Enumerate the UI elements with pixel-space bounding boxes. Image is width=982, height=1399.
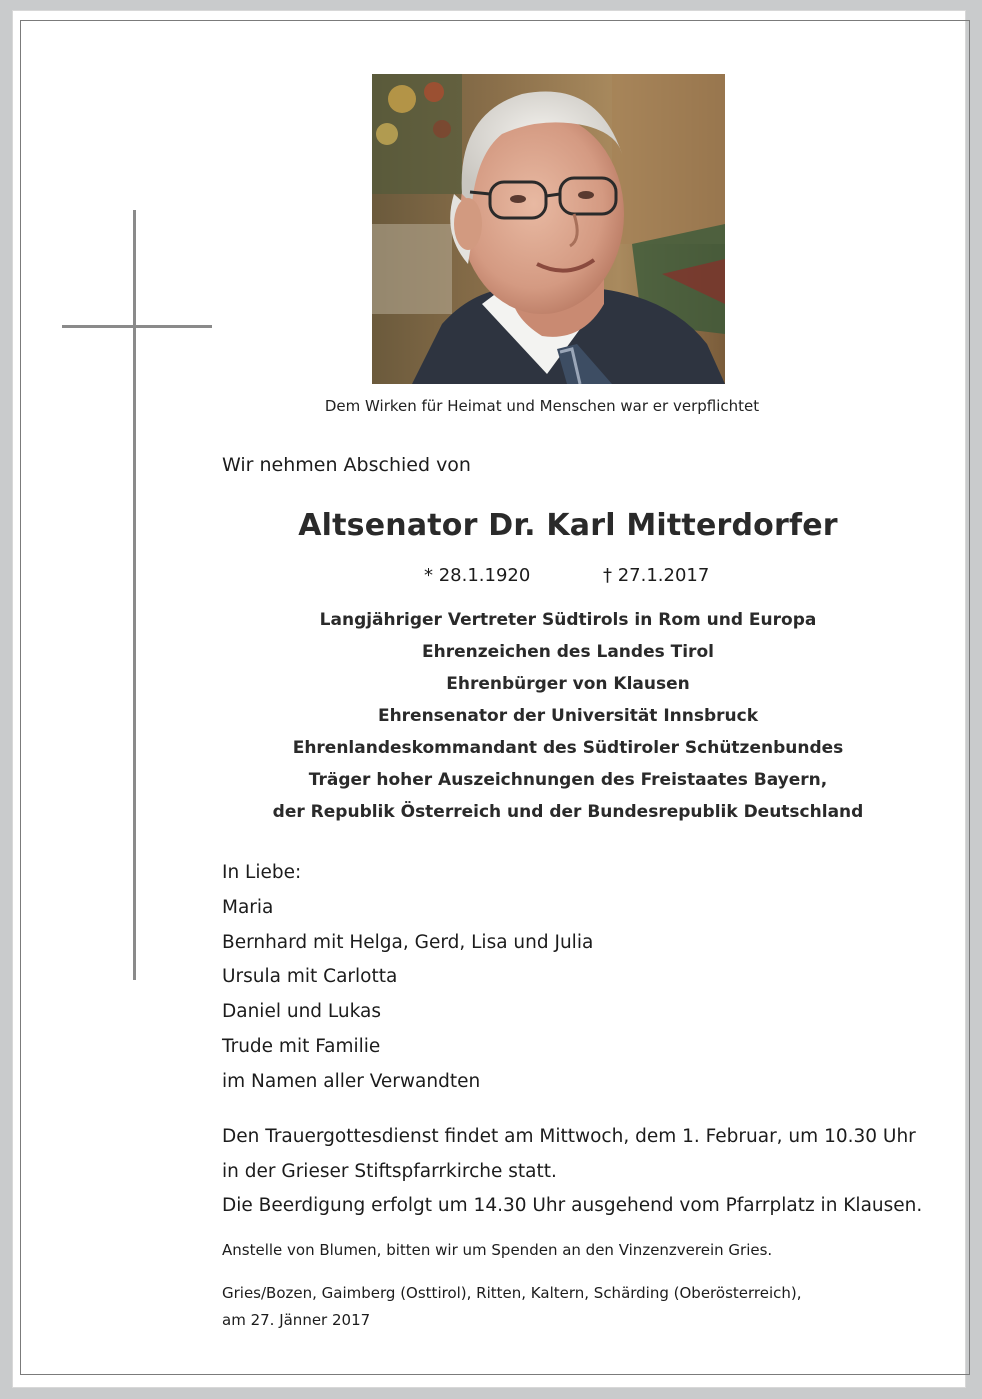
honor-item: Ehrenbürger von Klausen <box>446 674 690 694</box>
mourner-item: Bernhard mit Helga, Gerd, Lisa und Julia <box>222 931 594 953</box>
service-line: Den Trauergottesdienst findet am Mittwoch, dem 1. Februar, um 10.30 Uhr <box>222 1126 916 1147</box>
mourner-item: Maria <box>222 896 274 918</box>
mourner-item: im Namen aller Verwandten <box>222 1070 481 1092</box>
honor-item: Ehrenlandeskommandant des Südtiroler Schützenbundes <box>292 738 844 758</box>
honor-item: Ehrensenator der Universität Innsbruck <box>377 706 759 726</box>
portrait-photo <box>372 74 725 384</box>
service-line: in der Grieser Stiftspfarrkirche statt. <box>222 1160 557 1182</box>
birth-date: * 28.1.1920 <box>424 565 531 586</box>
intro-line: Wir nehmen Abschied von <box>222 454 471 476</box>
mourner-item: Daniel und Lukas <box>222 1001 381 1023</box>
mourners-heading: In Liebe: <box>222 862 302 883</box>
places-and-date <box>222 1280 802 1334</box>
places-line: Gries/Bozen, Gaimberg (Osttirol), Ritten, Kaltern, Schärding (Oberösterreich), <box>222 1284 802 1302</box>
deceased-name: Altsenator Dr. Karl Mitterdorfer <box>298 508 838 543</box>
service-line: Die Beerdigung erfolgt um 14.30 Uhr ausgehend vom Pfarrplatz in Klausen. <box>222 1195 923 1216</box>
honor-item: Träger hoher Auszeichnungen des Freistaates Bayern, <box>308 770 828 790</box>
date-line: am 27. Jänner 2017 <box>222 1311 371 1329</box>
honor-item: Langjähriger Vertreter Südtirols in Rom und Europa <box>319 610 817 630</box>
honors-list <box>270 604 866 828</box>
mourners-list <box>222 856 593 1100</box>
mourner-item: Trude mit Familie <box>222 1035 381 1057</box>
photo-caption: Dem Wirken für Heimat und Menschen war er verpflichtet <box>324 397 760 415</box>
cross-horizontal-beam <box>62 325 212 328</box>
honor-item: der Republik Österreich und der Bundesrepublik Deutschland <box>272 802 864 822</box>
honor-item: Ehrenzeichen des Landes Tirol <box>422 642 714 662</box>
donation-note: Anstelle von Blumen, bitten wir um Spenden an den Vinzenzverein Gries. <box>222 1241 773 1259</box>
mourner-item: Ursula mit Carlotta <box>222 966 398 988</box>
death-date: † 27.1.2017 <box>603 565 710 586</box>
portrait-image <box>372 74 725 384</box>
funeral-service-info <box>222 1120 922 1224</box>
